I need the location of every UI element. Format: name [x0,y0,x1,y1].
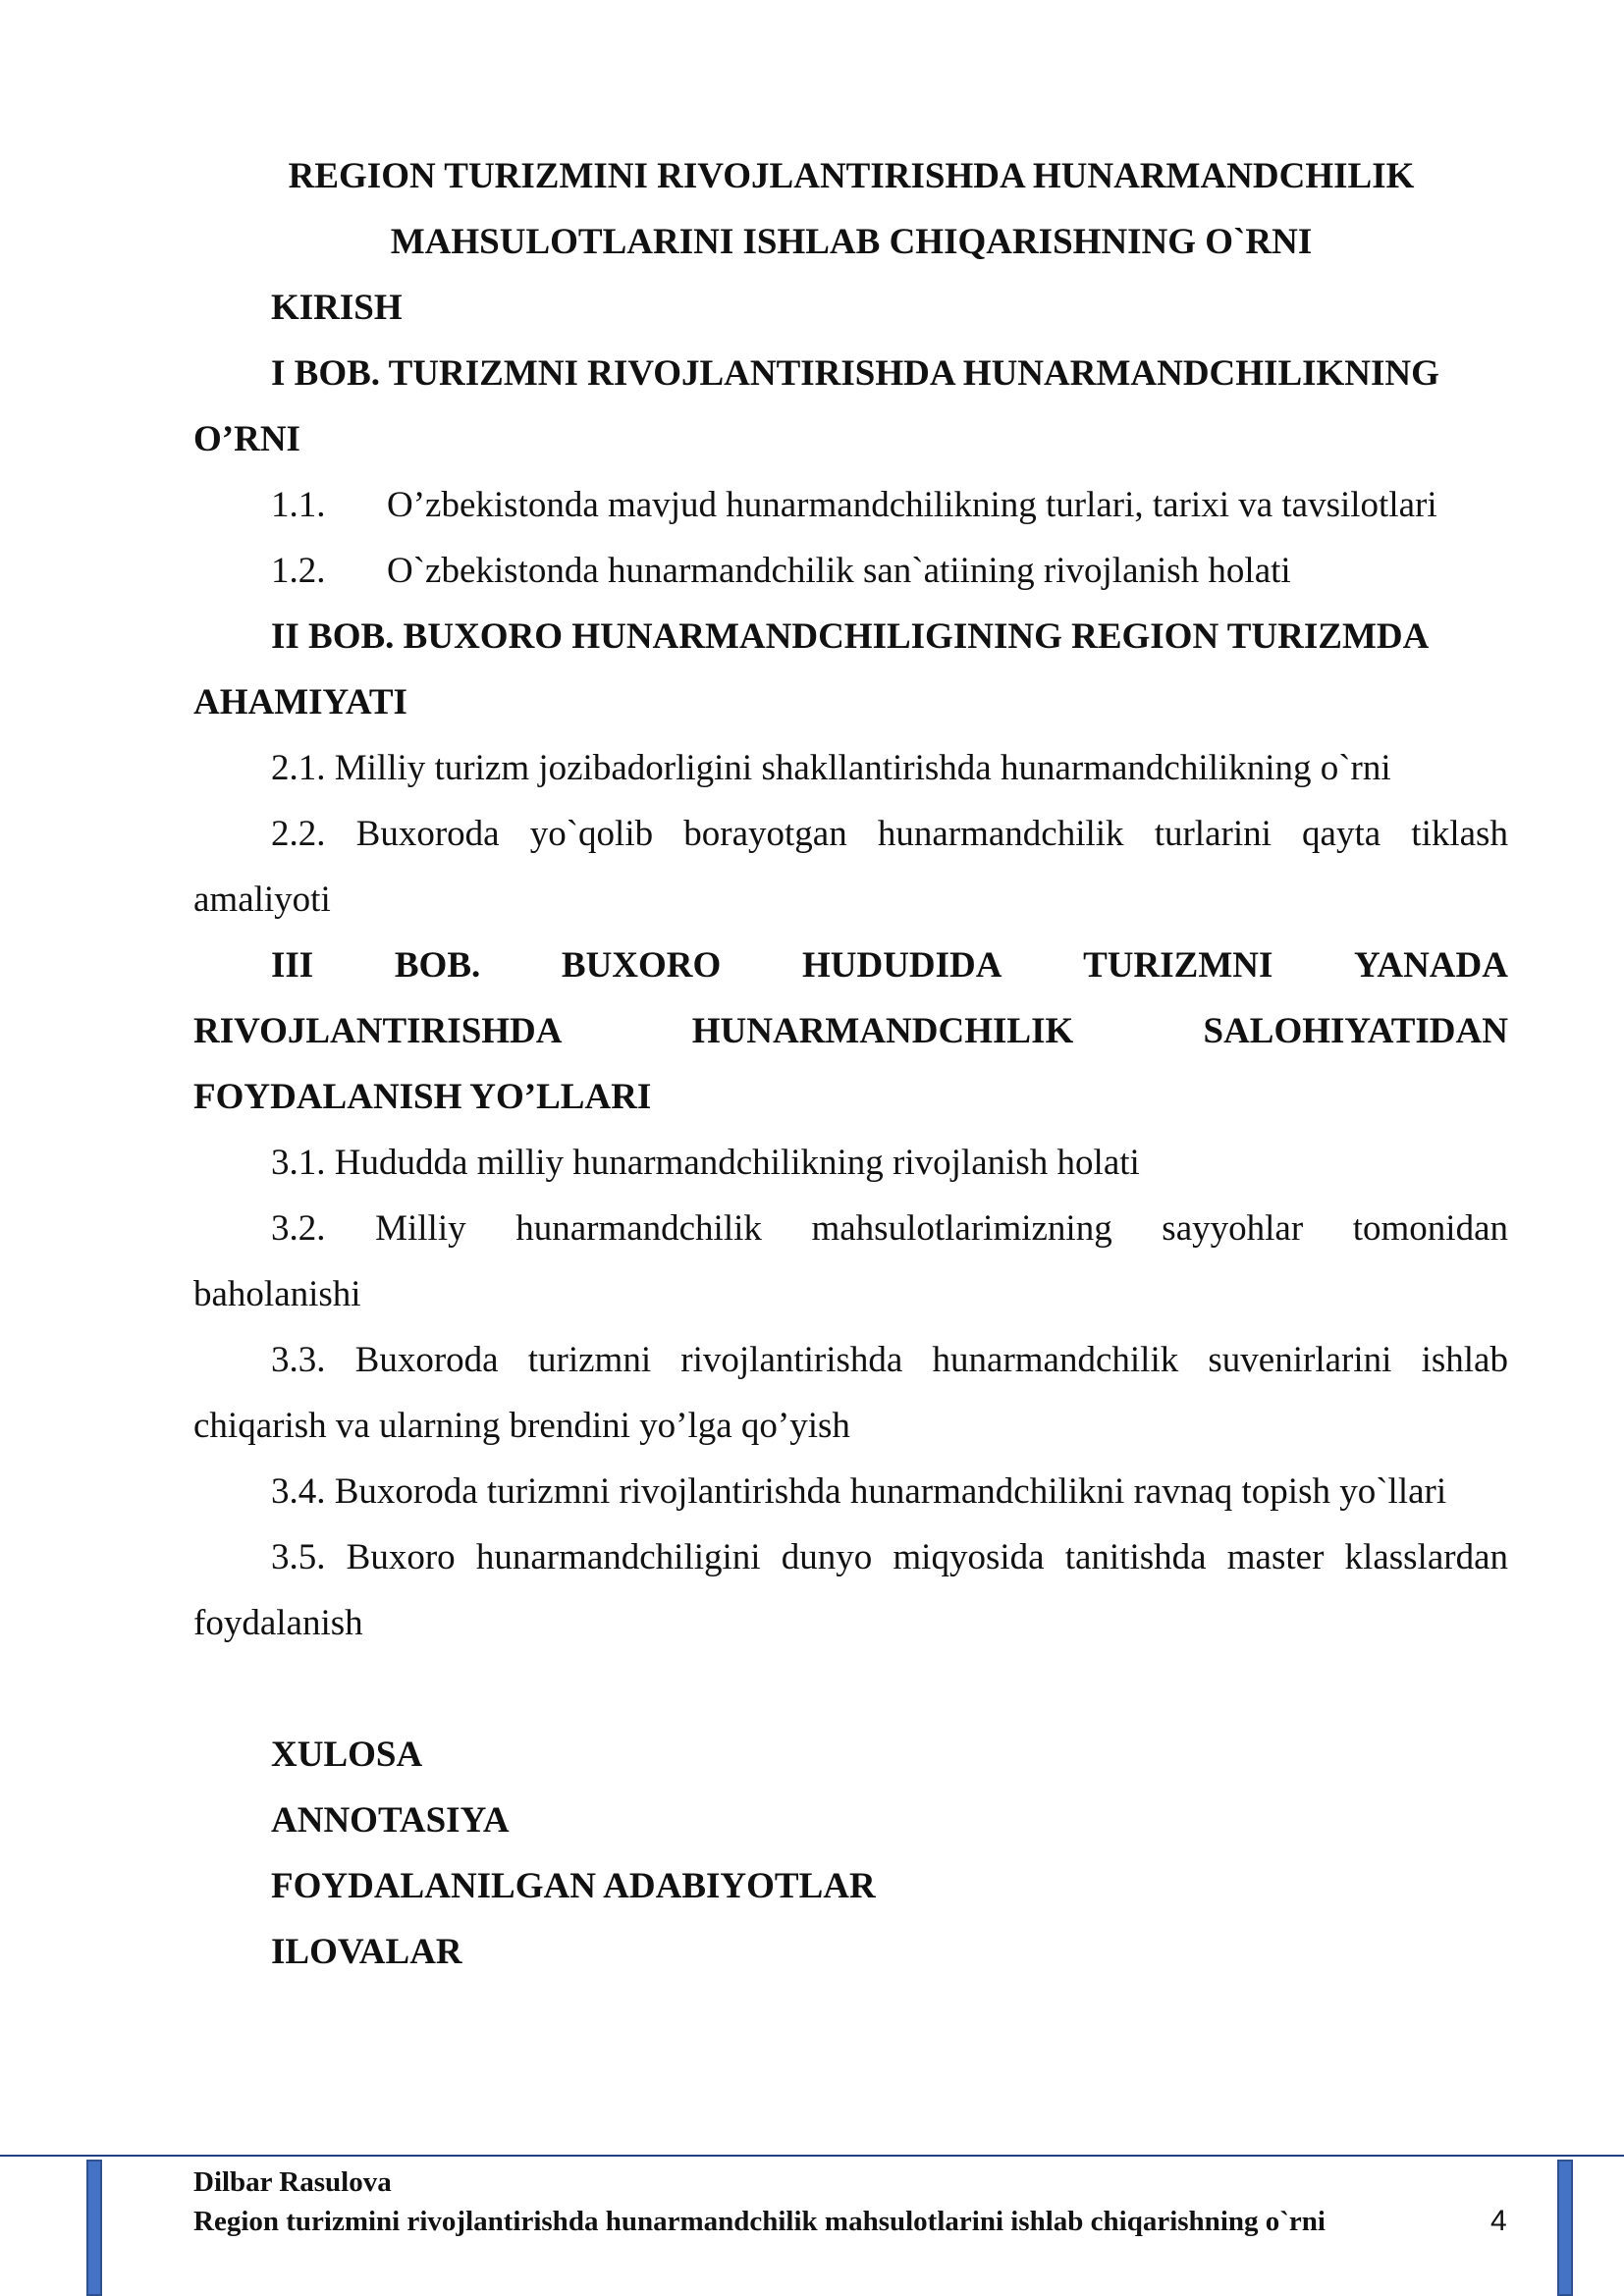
document-title-line-1: REGION TURIZMINI RIVOJLANTIRISHDA HUNARMANDCHILIK [288,156,1415,196]
toc-chapter-2-line-1 [271,614,1508,660]
word: tiklash [1411,814,1508,854]
word: Buxoro [346,1537,456,1577]
toc-section-2-1: 2.1. Milliy turizm jozibadorligini shakllantirishda hunarmandchilikning o`rni [271,748,1391,788]
word: BOB. [394,945,481,986]
footer-divider [0,2155,1624,2157]
toc-section-3-5-line-1 [271,1535,1508,1580]
word: klasslardan [1344,1537,1508,1577]
word: hunarmandchiligini [475,1537,761,1577]
toc-section-3-4: 3.4. Buxoroda turizmni rivojlantirishda hunarmandchilikni ravnaq topish yo`llari [271,1471,1447,1512]
toc-chapter-2-line-2: AHAMIYATI [193,682,407,722]
word: 3.2. [271,1208,326,1249]
toc-section-1-2-number: 1.2. [271,551,326,591]
toc-chapter-3-line-3: FOYDALANISH YO’LLARI [193,1077,652,1117]
word: hunarmandchilik [877,814,1124,854]
word: mahsulotlarimizning [811,1208,1112,1249]
word: suvenirlarini [1208,1340,1392,1380]
toc-section-1-2 [271,549,1291,594]
word: SALOHIYATIDAN [1203,1011,1508,1051]
toc-section-3-2-line-1 [271,1206,1508,1252]
toc-section-2-2-line-1 [271,812,1508,857]
word: qayta [1302,814,1381,854]
toc-section-3-5-line-2: foydalanish [193,1603,363,1643]
toc-xulosa: XULOSA [271,1735,423,1775]
word: miqyosida [893,1537,1045,1577]
word: hunarmandchilik [515,1208,762,1249]
word: hunarmandchilik [932,1340,1179,1380]
footer-left-bar [86,2160,102,2296]
word: Buxoroda [355,814,500,854]
word: 3.5. [271,1537,326,1577]
word: BUXORO [561,945,722,986]
toc-section-1-1-number: 1.1. [271,485,326,525]
toc-ilovalar: ILOVALAR [271,1932,462,1972]
toc-kirish: KIRISH [271,288,403,328]
toc-adabiyotlar: FOYDALANILGAN ADABIYOTLAR [271,1866,876,1906]
word: turlarini [1154,814,1272,854]
word: rivojlantirishda [680,1340,903,1380]
word: borayotgan [683,814,847,854]
word: tanitishda [1064,1537,1207,1577]
word: master [1226,1537,1325,1577]
footer-document-title: Region turizmini rivojlantirishda hunarmandchilik mahsulotlarini ishlab chiqarishning o`rni [193,2206,1326,2237]
word: Buxoroda [354,1340,499,1380]
word: Milliy [375,1208,466,1249]
word: turizmni [527,1340,652,1380]
toc-chapter-2-line-1-text: II BOB. BUXORO HUNARMANDCHILIGINING REGION TURIZMDA [271,616,1430,657]
word: TURIZMNI [1083,945,1273,986]
word: tomonidan [1352,1208,1508,1249]
word: RIVOJLANTIRISHDA [193,1011,563,1051]
toc-chapter-1-line-2: O’RNI [193,419,300,459]
word: III [271,945,314,986]
toc-section-1-1-text: O’zbekistonda mavjud hunarmandchilikning turlari, tarixi va tavsilotlari [387,485,1437,525]
footer-right-bar [1557,2160,1573,2296]
word: dunyo [781,1537,873,1577]
document-title-line-2: MAHSULOTLARINI ISHLAB CHIQARISHNING O`RNI [390,222,1313,262]
toc-section-2-2-line-2: amaliyoti [193,880,331,920]
word: HUDUDIDA [801,945,1002,986]
toc-section-3-2-line-2: baholanishi [193,1274,361,1314]
footer-author: Dilbar Rasulova [193,2166,392,2198]
page-number: 4 [1490,2205,1507,2237]
toc-section-1-2-text: O`zbekistonda hunarmandchilik san`atiining rivojlanish holati [387,551,1291,591]
toc-annotasiya: ANNOTASIYA [271,1800,510,1841]
toc-chapter-3-line-2 [193,1009,1508,1054]
toc-chapter-1-line-1: I BOB. TURIZMNI RIVOJLANTIRISHDA HUNARMANDCHILIKNING [271,353,1439,394]
word: HUNARMANDCHILIK [691,1011,1074,1051]
word: YANADA [1354,945,1508,986]
toc-chapter-3-line-1 [271,943,1508,988]
word: 2.2. [271,814,326,854]
word: ishlab [1421,1340,1508,1380]
word: sayyohlar [1162,1208,1304,1249]
word: 3.3. [271,1340,326,1380]
toc-section-1-1 [271,483,1437,528]
toc-section-3-3-line-2: chiqarish va ularning brendini yo’lga qo’yish [193,1406,850,1446]
toc-section-3-3-line-1 [271,1338,1508,1383]
word: yo`qolib [529,814,654,854]
toc-section-3-1: 3.1. Hududda milliy hunarmandchilikning rivojlanish holati [271,1143,1140,1183]
